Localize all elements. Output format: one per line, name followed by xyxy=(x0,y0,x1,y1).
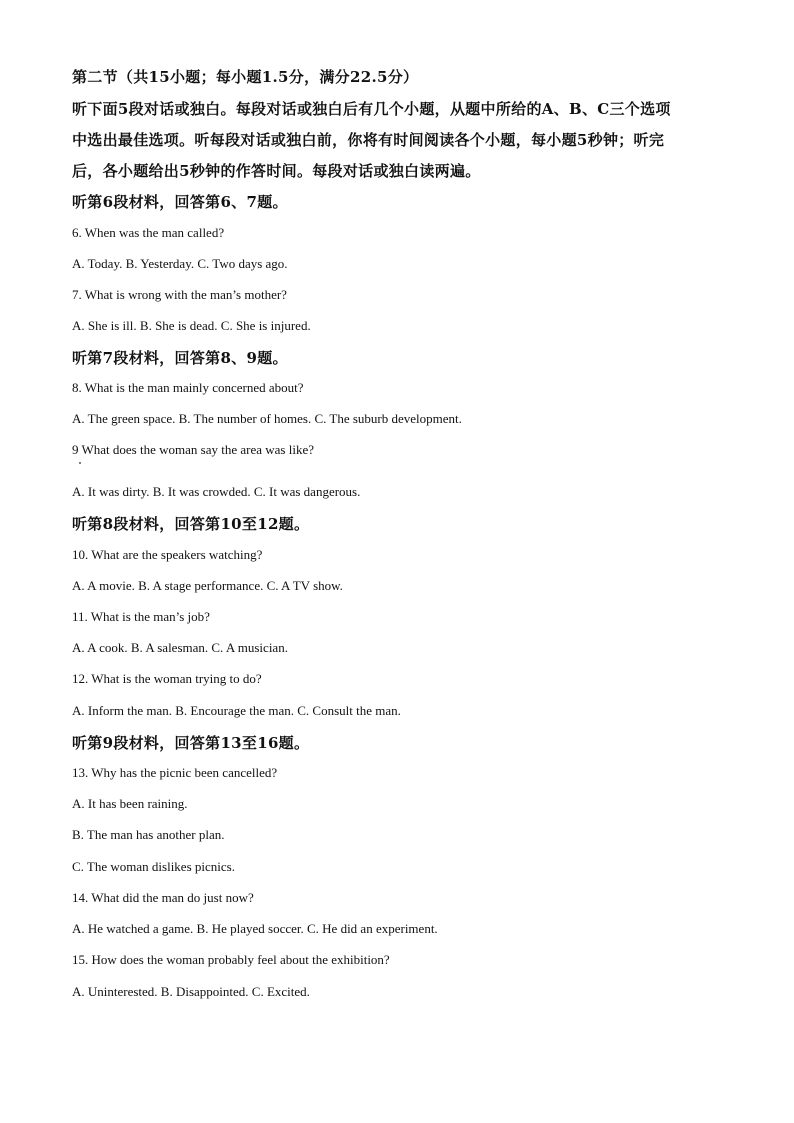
option-13c: C. The woman dislikes picnics. xyxy=(72,859,235,874)
section-header: 第二节（共15小题；每小题1.5分，满分22.5分） xyxy=(72,68,419,86)
question-15: 15. How does the woman probably feel about the exhibition? xyxy=(72,952,390,967)
question-12: 12. What is the woman trying to do? xyxy=(72,671,262,686)
instructions-line-3: 后，各小题给出5秒钟的作答时间。每段对话或独白读两遍。 xyxy=(72,162,481,180)
options-10: A. A movie. B. A stage performance. C. A TV show. xyxy=(72,578,343,593)
question-14: 14. What did the man do just now? xyxy=(72,890,254,905)
question-9: 9 What does the woman say the area was like? xyxy=(72,442,314,457)
instructions-line-1: 听下面5段对话或独白。每段对话或独白后有几个小题，从题中所给的A、B、C三个选项 xyxy=(72,100,671,118)
question-11: 11. What is the man’s job? xyxy=(72,609,210,624)
question-13: 13. Why has the picnic been cancelled? xyxy=(72,765,278,780)
question-8: 8. What is the man mainly concerned about? xyxy=(72,380,304,395)
options-12: A. Inform the man. B. Encourage the man. C. Consult the man. xyxy=(72,703,401,718)
question-7: 7. What is wrong with the man’s mother? xyxy=(72,287,287,302)
instructions-line-2: 中选出最佳选项。听每段对话或独白前，你将有时间阅读各个小题，每小题5秒钟；听完 xyxy=(72,131,665,149)
question-6: 6. When was the man called? xyxy=(72,225,225,240)
group-heading-9: 听第9段材料，回答第13至16题。 xyxy=(72,734,310,752)
group-heading-8: 听第8段材料，回答第10至12题。 xyxy=(72,515,310,533)
option-13a: A. It has been raining. xyxy=(72,796,188,811)
options-7: A. She is ill. B. She is dead. C. She is injured. xyxy=(72,318,311,333)
stray-dot xyxy=(79,462,81,464)
options-11: A. A cook. B. A salesman. C. A musician. xyxy=(72,640,288,655)
options-14: A. He watched a game. B. He played soccer. C. He did an experiment. xyxy=(72,921,438,936)
options-8: A. The green space. B. The number of homes. C. The suburb development. xyxy=(72,411,462,426)
option-13b: B. The man has another plan. xyxy=(72,827,225,842)
question-10: 10. What are the speakers watching? xyxy=(72,547,263,562)
options-6: A. Today. B. Yesterday. C. Two days ago. xyxy=(72,256,288,271)
options-15: A. Uninterested. B. Disappointed. C. Excited. xyxy=(72,984,310,999)
group-heading-6: 听第6段材料，回答第6、7题。 xyxy=(72,193,288,211)
group-heading-7: 听第7段材料，回答第8、9题。 xyxy=(72,349,288,367)
options-9: A. It was dirty. B. It was crowded. C. It was dangerous. xyxy=(72,484,361,499)
